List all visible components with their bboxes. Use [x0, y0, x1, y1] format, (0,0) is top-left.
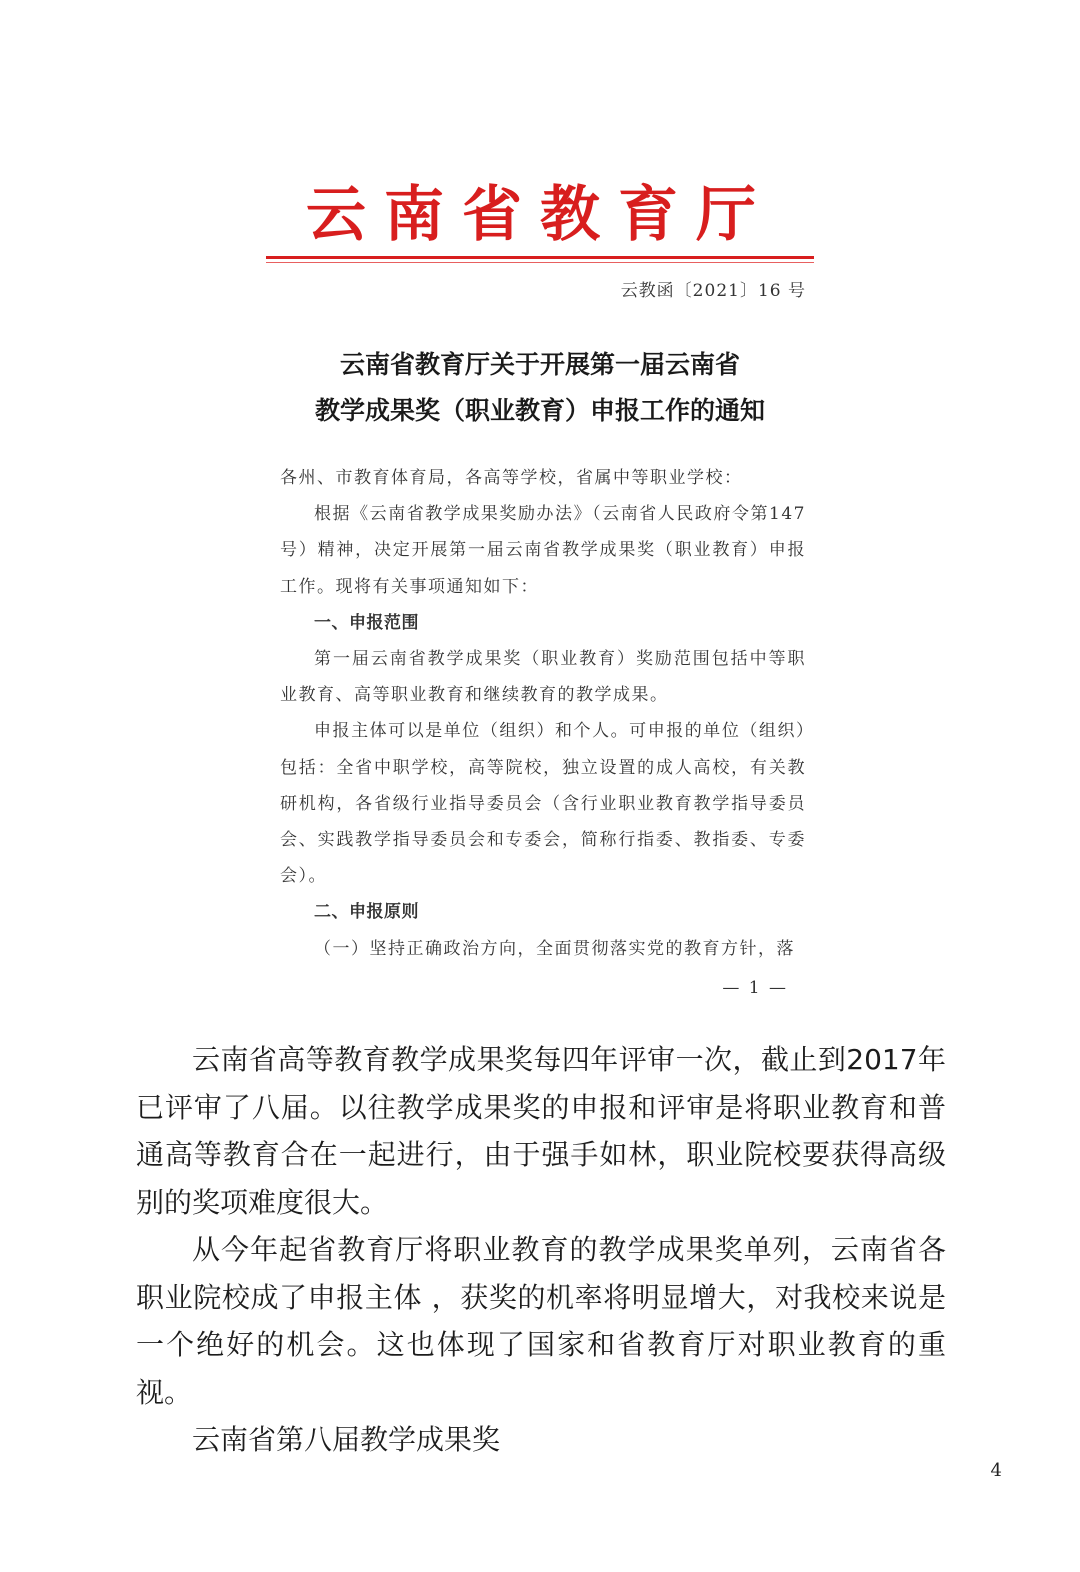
notice-paragraph: 根据《云南省教学成果奖励办法》（云南省人民政府令第147号）精神，决定开展第一届云南省教学成果奖（职业教育）申报工作。现将有关事项通知如下：: [280, 504, 806, 597]
notice-section-heading: 一、申报范围: [314, 612, 419, 633]
notice-paragraph: 申报主体可以是单位（组织）和个人。可申报的单位（组织）包括：全省中职学校，高等院校，独立设置的成人高校，有关教研机构，各省级行业指导委员会（含行业职业教育教学指导委员会、实践教学指导委员会和专委会，简称行指委、教指委、专委会）。: [280, 721, 806, 887]
issuer-heading: 云南省教育厅: [306, 180, 774, 250]
notice-paragraph: 第一届云南省教学成果奖（职业教育）奖励范围包括中等职业教育、高等职业教育和继续教育的教学成果。: [280, 649, 806, 706]
red-divider-thin: [266, 262, 814, 263]
notice-title-line2: 教学成果奖（职业教育）申报工作的通知: [314, 396, 765, 425]
main-paragraph: 从今年起省教育厅将职业教育的教学成果奖单列，云南省各职业院校成了申报主体 ，获奖的机率将明显增大，对我校来说是一个绝好的机会。这也体现了国家和省教育厅对职业教育的重视。: [136, 1233, 946, 1409]
notice-salutation: 各州、市教育体育局，各高等学校，省属中等职业学校：: [280, 468, 743, 488]
red-divider: [266, 256, 814, 259]
main-paragraph: 云南省第八届教学成果奖: [192, 1423, 501, 1456]
notice-page-number: — 1 —: [722, 978, 788, 998]
notice-title: [262, 342, 818, 434]
main-paragraph: 云南省高等教育教学成果奖每四年评审一次，截止到2017年已评审了八届。以往教学成果奖的申报和评审是将职业教育和普通高等教育合在一起进行，由于强手如林，职业院校要获得高级别的奖项难度很大。: [136, 1043, 946, 1219]
notice-paragraph: （一）坚持正确政治方向，全面贯彻落实党的教育方针，落: [314, 938, 795, 959]
notice-section-heading: 二、申报原则: [314, 902, 419, 923]
notice-image: [262, 170, 818, 1000]
page-number: 4: [990, 1460, 1002, 1481]
main-text: [136, 1036, 946, 1464]
notice-title-line1: 云南省教育厅关于开展第一届云南省: [339, 350, 740, 379]
notice-body: [280, 460, 806, 967]
document-number: 云教函〔2021〕16 号: [620, 281, 806, 301]
